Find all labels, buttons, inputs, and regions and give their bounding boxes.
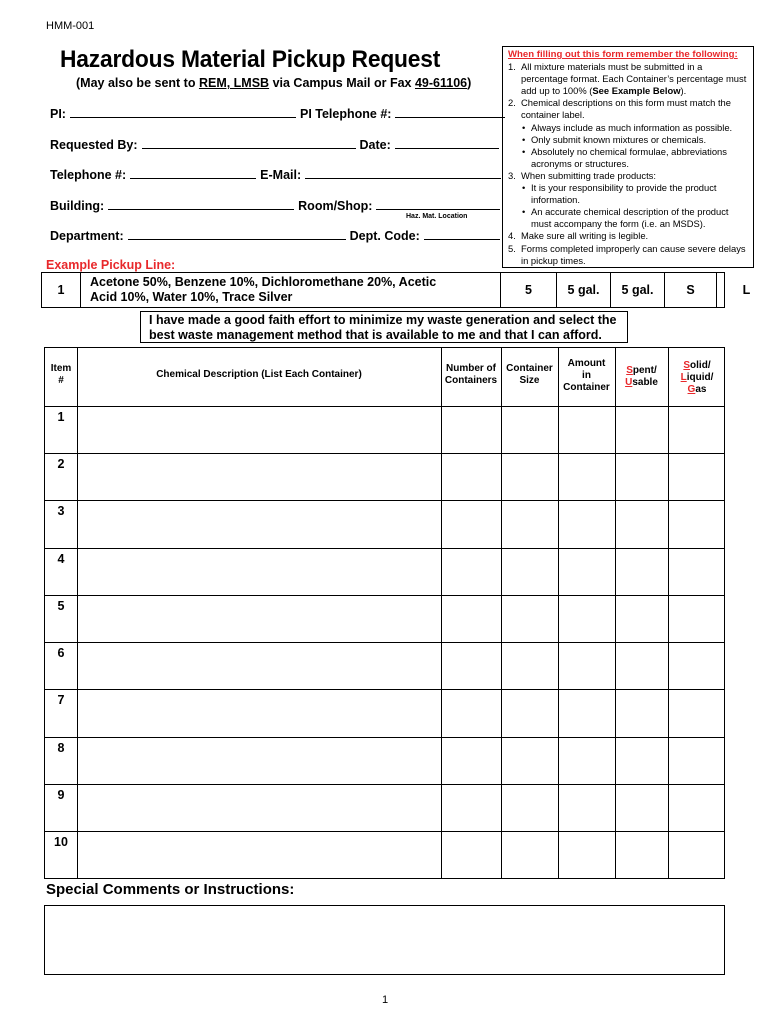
table-row-number: 2 (57, 457, 65, 471)
instruction-2-bullet-3: • Absolutely no chemical formulae, abbreviations acronyms or structures. (508, 146, 749, 170)
instruction-number: 4. (508, 230, 516, 242)
example-description-line-1: Acetone 50%, Benzene 10%, Dichloromethane 20%, Acetic (90, 275, 437, 289)
example-amount: 5 gal. (610, 273, 664, 307)
example-table (41, 272, 751, 308)
header-spent-rest: pent/ (632, 365, 657, 376)
header-spent-initial: S (626, 365, 633, 376)
example-containers: 5 (500, 273, 556, 307)
subtitle-dept: REM, LMSB (198, 76, 270, 90)
comments-label: Special Comments or Instructions: (46, 881, 295, 898)
requested-by-row (50, 137, 499, 152)
header-gas-initial: G (687, 384, 696, 395)
example-label: Example Pickup Line: (46, 258, 176, 272)
example-state: L (716, 273, 770, 307)
header-amount-line-2: in (582, 370, 591, 381)
header-amount-line-1: Amount (567, 358, 606, 369)
table-row-number: 3 (57, 504, 65, 518)
form-code: HMM-001 (46, 20, 95, 32)
example-description-line-2: Acid 10%, Water 10%, Trace Silver (90, 289, 293, 304)
pi-label: PI: (50, 107, 66, 121)
good-faith-line-1: I have made a good faith effort to minimize my waste generation and select the (149, 313, 617, 327)
header-liquid-rest: iquid/ (686, 372, 714, 383)
header-item (45, 348, 77, 406)
subtitle-suffix: ) (467, 76, 472, 90)
table-row-number: 10 (54, 835, 68, 849)
page-title: Hazardous Material Pickup Request (60, 46, 441, 73)
table-row-number: 1 (57, 410, 65, 424)
pi-telephone-label: PI Telephone #: (299, 107, 392, 121)
header-amount (558, 348, 615, 406)
instruction-text-end: ). (680, 85, 687, 97)
instruction-text: When submitting trade products: (521, 169, 656, 181)
instruction-1 (508, 61, 749, 97)
chemical-table (44, 347, 725, 879)
header-solid-initial: S (683, 360, 691, 371)
header-containers-line-1: Number of (445, 363, 496, 374)
instruction-number: 3. (508, 169, 516, 181)
pi-telephone-field[interactable] (395, 106, 505, 118)
requested-by-label: Requested By: (50, 138, 138, 152)
header-spent-usable (615, 348, 668, 406)
example-spent-usable: S (664, 273, 716, 307)
dept-code-label: Dept. Code: (349, 229, 420, 243)
haz-mat-location-note: Haz. Mat. Location (406, 213, 468, 220)
department-field[interactable] (128, 228, 346, 240)
pi-row (50, 106, 505, 121)
subtitle-middle: via Campus Mail or Fax (269, 76, 415, 90)
dept-code-field[interactable] (424, 228, 500, 240)
header-containers (441, 348, 501, 406)
header-containers-line-2: Containers (444, 375, 498, 386)
room-shop-field[interactable] (376, 198, 500, 210)
table-row-number: 7 (57, 693, 65, 707)
telephone-row (50, 167, 501, 182)
header-size-line-2: Size (519, 375, 540, 386)
table-row-number: 6 (57, 646, 65, 660)
header-item-line-1: Item (50, 363, 72, 374)
instruction-number: 2. (508, 97, 516, 109)
email-field[interactable] (305, 167, 501, 179)
table-row-number: 8 (57, 741, 65, 755)
table-row-number: 5 (57, 599, 65, 613)
requested-by-field[interactable] (142, 137, 356, 149)
page-number: 1 (381, 994, 389, 1006)
building-row (50, 198, 500, 213)
instruction-2 (508, 97, 749, 121)
header-usable-rest: sable (632, 377, 658, 388)
room-shop-label: Room/Shop: (298, 199, 373, 213)
table-row-number: 4 (57, 552, 65, 566)
date-field[interactable] (395, 137, 499, 149)
header-size (501, 348, 558, 406)
header-description: Chemical Description (List Each Container) (156, 369, 362, 380)
table-row-number: 9 (57, 788, 65, 802)
header-amount-line-3: Container (563, 382, 610, 393)
header-state (668, 348, 726, 406)
pi-field[interactable] (70, 106, 296, 118)
example-size: 5 gal. (556, 273, 610, 307)
department-row (50, 228, 500, 243)
instruction-text: All mixture materials must be submitted in a percentage format. Each Container’s percentage must add up to 100% ( (521, 61, 747, 97)
building-field[interactable] (108, 198, 294, 210)
good-faith-line-2: best waste management method that is available to me and that I can afford. (149, 327, 602, 342)
instruction-number: 5. (508, 242, 516, 254)
instruction-4 (508, 230, 749, 242)
telephone-label: Telephone #: (50, 168, 127, 182)
date-label: Date: (359, 138, 391, 152)
subtitle-prefix: (May also be sent to (76, 76, 199, 90)
comments-field[interactable] (44, 905, 725, 975)
subtitle-fax: 49-61106 (414, 76, 468, 90)
header-liquid-initial: L (680, 372, 687, 383)
instruction-3-bullet-1: • It is your responsibility to provide the product information. (508, 182, 749, 206)
instruction-3-bullet-2: • An accurate chemical description of the product must accompany the form (i.e. an MSDS). (508, 206, 749, 230)
header-solid-rest: olid/ (690, 360, 711, 371)
instruction-emphasis: See Example Below (592, 85, 681, 97)
instruction-2-bullet-1: • Always include as much information as possible. (508, 122, 749, 134)
email-label: E-Mail: (260, 168, 302, 182)
instruction-number: 1. (508, 61, 516, 73)
header-gas-rest: as (695, 384, 707, 395)
good-faith-statement (140, 311, 628, 343)
example-item-number: 1 (57, 283, 65, 297)
header-size-line-1: Container (506, 363, 553, 374)
instruction-3 (508, 170, 749, 182)
instruction-text: Chemical descriptions on this form must match the container label. (521, 97, 731, 121)
header-item-line-2: # (58, 375, 64, 386)
instructions-box (502, 46, 754, 268)
instruction-2-bullet-2: • Only submit known mixtures or chemicals. (508, 134, 749, 146)
instruction-5 (508, 243, 749, 267)
telephone-field[interactable] (130, 167, 256, 179)
example-description (80, 273, 500, 307)
instruction-text: Forms completed improperly can cause severe delays in pickup times. (521, 242, 746, 266)
instruction-text: Make sure all writing is legible. (521, 230, 649, 242)
header-usable-initial: U (625, 377, 633, 388)
instructions-header: When filling out this form remember the following: (508, 49, 738, 60)
building-label: Building: (50, 199, 105, 213)
department-label: Department: (50, 229, 124, 243)
subtitle (76, 76, 471, 90)
